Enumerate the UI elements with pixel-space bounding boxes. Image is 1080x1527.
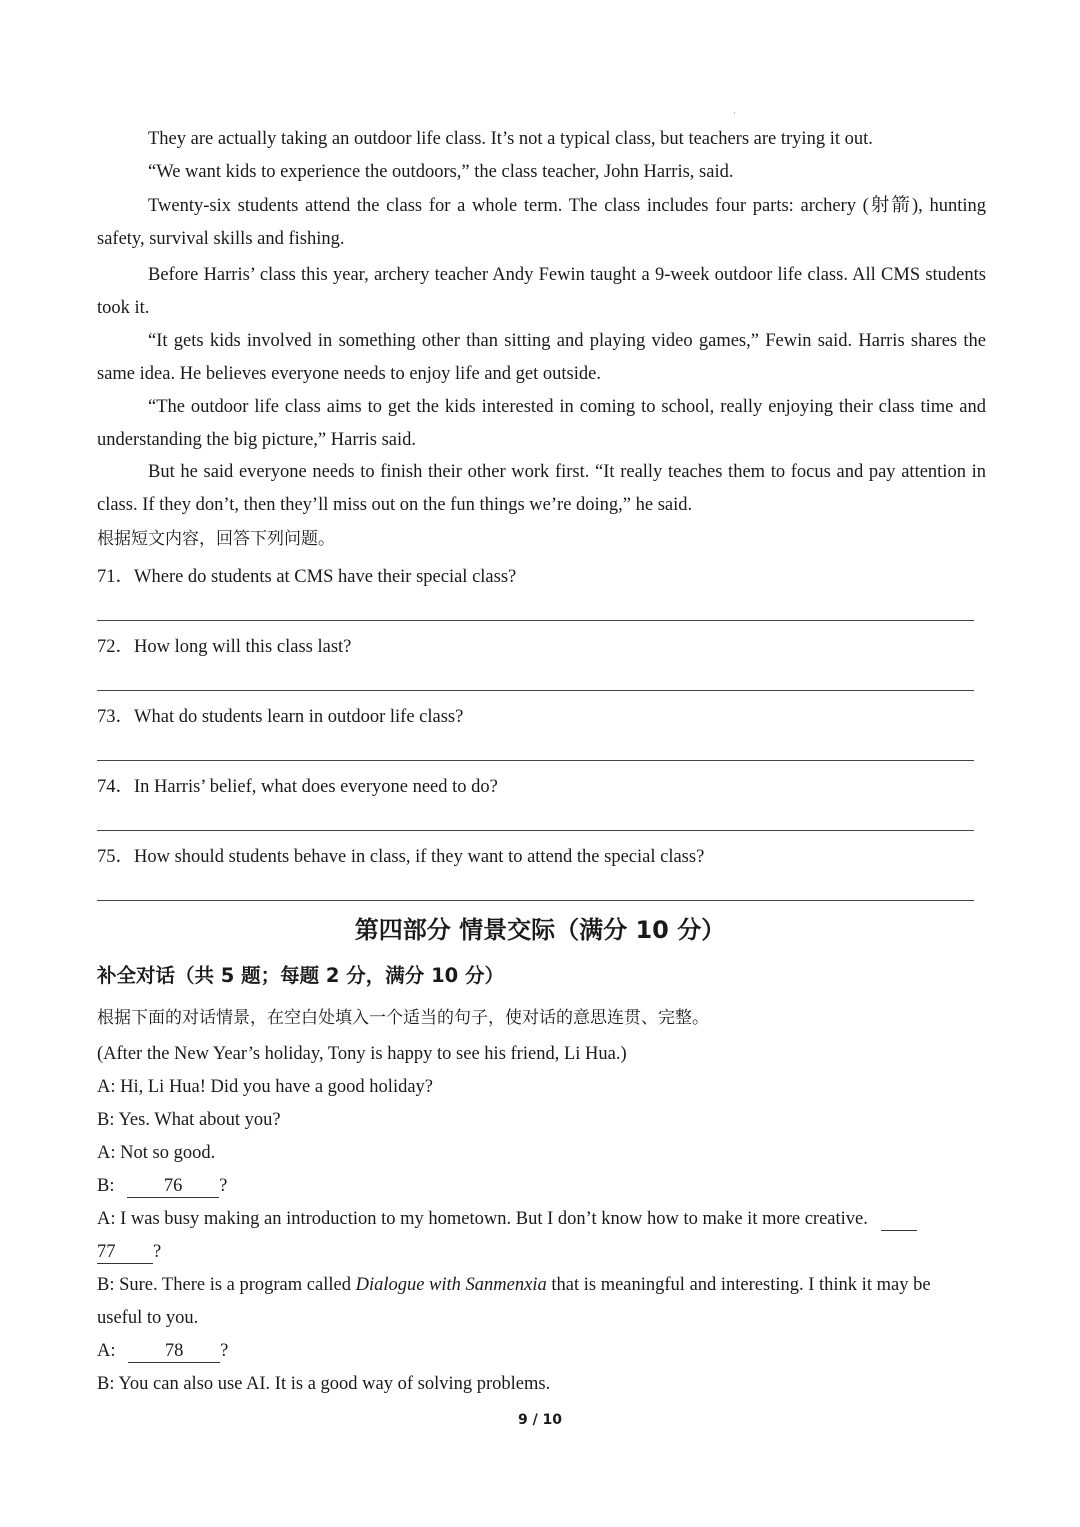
question-number: 75．: [97, 847, 135, 867]
section-subtitle: 补全对话（共 5 题；每题 2 分，满分 10 分）: [97, 964, 505, 987]
dialogue-line-6: [97, 1273, 931, 1297]
speck-mark: ·: [733, 108, 736, 118]
blank-78[interactable]: 78: [128, 1340, 220, 1363]
dialogue-line-8: B: You can also use AI. It is a good way of solving problems.: [97, 1374, 551, 1394]
blank-77[interactable]: 77: [97, 1241, 153, 1264]
dialogue-line-4: [97, 1174, 227, 1198]
answer-instruction: 根据短文内容，回答下列问题。: [97, 529, 335, 549]
answer-line-75[interactable]: [97, 900, 974, 901]
question-text: How should students behave in class, if they want to attend the special class?: [134, 847, 705, 867]
question-text: In Harris’ belief, what does everyone need to do?: [134, 777, 498, 797]
question-74: [97, 775, 498, 799]
dialogue-line-5: [97, 1207, 917, 1231]
passage-paragraph-7: But he said everyone needs to finish their other work first. “It really teaches them to focus and pay attention in class. If they don’t, then they’ll miss out on the fun things we’re doing,” he said.: [97, 462, 986, 515]
dialogue-context: (After the New Year’s holiday, Tony is happy to see his friend, Li Hua.): [97, 1044, 627, 1064]
passage-paragraph-2: “We want kids to experience the outdoors,” the class teacher, John Harris, said.: [148, 162, 734, 182]
passage-paragraph-3: Twenty-six students attend the class for a whole term. The class includes four parts: archery (射箭), hunting safety, survival skills and fishing.: [97, 196, 986, 249]
page-number: 9 / 10: [517, 1412, 563, 1428]
blank-76[interactable]: 76: [127, 1175, 219, 1198]
dialogue-line-1: A: Hi, Li Hua! Did you have a good holiday?: [97, 1077, 434, 1097]
question-number: 74．: [97, 777, 135, 797]
answer-line-73[interactable]: [97, 760, 974, 761]
answer-line-72[interactable]: [97, 690, 974, 691]
question-73: [97, 705, 463, 729]
question-number: 72．: [97, 637, 135, 657]
program-title: Dialogue with Sanmenxia: [355, 1275, 547, 1295]
dialogue-line-2: B: Yes. What about you?: [97, 1110, 281, 1130]
dialogue-text: that is meaningful and interesting. I think it may be: [546, 1275, 931, 1295]
dialogue-line-5-continued: [97, 1240, 161, 1264]
question-text: How long will this class last?: [134, 637, 352, 657]
speaker-label: A:: [97, 1341, 116, 1361]
dialogue-instruction: 根据下面的对话情景，在空白处填入一个适当的句子，使对话的意思连贯、完整。: [97, 1008, 709, 1028]
answer-line-74[interactable]: [97, 830, 974, 831]
passage-paragraph-6: “The outdoor life class aims to get the kids interested in coming to school, really enjoying their class time and understanding the big picture,” Harris said.: [97, 397, 986, 450]
passage-paragraph-1: They are actually taking an outdoor life class. It’s not a typical class, but teachers are trying it out.: [148, 129, 873, 149]
question-text: Where do students at CMS have their special class?: [134, 567, 517, 587]
question-text: What do students learn in outdoor life class?: [134, 707, 464, 727]
passage-paragraph-5: “It gets kids involved in something other than sitting and playing video games,” Fewin said. Harris shares the same idea. He believes everyone needs to enjoy life and get outside.: [97, 331, 986, 384]
question-mark: ?: [219, 1176, 228, 1196]
blank-77-start[interactable]: [881, 1208, 917, 1231]
speaker-label: B:: [97, 1176, 115, 1196]
dialogue-text: A: I was busy making an introduction to my hometown. But I don’t know how to make it more creative.: [97, 1209, 868, 1229]
question-71: [97, 565, 516, 589]
dialogue-line-7: [97, 1339, 228, 1363]
dialogue-text: B: Sure. There is a program called: [97, 1275, 356, 1295]
question-mark: ?: [220, 1341, 229, 1361]
passage-paragraph-4: Before Harris’ class this year, archery teacher Andy Fewin taught a 9-week outdoor life class. All CMS students took it.: [97, 265, 986, 318]
dialogue-line-3: A: Not so good.: [97, 1143, 216, 1163]
dialogue-line-6-continued: useful to you.: [97, 1308, 199, 1328]
answer-line-71[interactable]: [97, 620, 974, 621]
question-72: [97, 635, 351, 659]
section-title: 第四部分 情景交际（满分 10 分）: [354, 916, 726, 944]
question-number: 71．: [97, 567, 135, 587]
question-number: 73．: [97, 707, 135, 727]
question-mark: ?: [153, 1242, 162, 1262]
question-75: [97, 845, 704, 869]
